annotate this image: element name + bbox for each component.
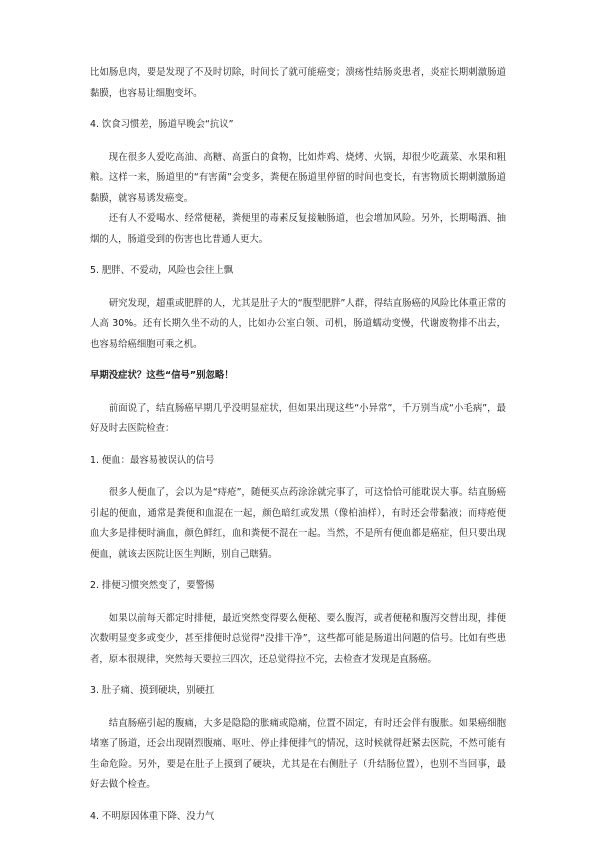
section-title-early-signals: 早期没症状？这些“信号”别忽略！ <box>90 370 234 381</box>
paragraph-abdominal-pain: 结直肠癌引起的腹痛，大多是隐隐的胀痛或隐痛，位置不固定，有时还会伴有腹胀。如果癌细胞堵塞了肠道，还会出现剧烈腹痛、呕吐、停止排便排气的情况，这时候就得赶紧去医院，不然可能有生命危险。另外，要是在肚子上摸到了硬块，尤其是在右侧肚子（升结肠位置），也别不当回事，最好去做个检查。 <box>90 717 506 790</box>
heading-bowel-habits: 2. 排便习惯突然变了，要警惕 <box>90 580 215 591</box>
heading-diet-habits: 4. 饮食习惯差，肠道早晚会“抗议” <box>90 119 234 130</box>
paragraph-diet-food: 现在很多人爱吃高油、高糖、高蛋白的食物，比如炸鸡、烧烤、火锅，却很少吃蔬菜、水果和粗粮。这样一来，肠道里的“有害菌”会变多，粪便在肠道里停留的时间也变长，有害物质长期刺激肠道黏膜，就容易诱发癌变。 <box>90 151 506 204</box>
paragraph-obesity: 研究发现，超重或肥胖的人，尤其是肚子大的“腹型肥胖”人群，得结直肠癌的风险比体重正常的人高 30%。还有长期久坐不动的人，比如办公室白领、司机，肠道蠕动变慢，代谢废物排不出去，也容易给癌细胞可乘之机。 <box>90 297 506 350</box>
heading-abdominal-pain: 3. 肚子痛、摸到硬块，别硬扛 <box>90 685 215 696</box>
document-page <box>90 63 506 827</box>
paragraph-signals-intro: 前面说了，结直肠癌早期几乎没明显症状，但如果出现这些“小异常”，千万别当成“小毛病”，最好及时去医院检查： <box>90 402 506 434</box>
heading-obesity: 5. 肥胖、不爱动，风险也会往上飘 <box>90 265 234 276</box>
paragraph-blood-in-stool: 很多人便血了，会以为是“痔疮”，随便买点药涂涂就完事了，可这恰恰可能耽误大事。结直肠癌引起的便血，通常是粪便和血混在一起，颜色暗红或发黑（像柏油样），有时还会带黏液；而痔疮便血大多是排便时滴血，颜色鲜红，血和粪便不混在一起。当然，不是所有便血都是癌症，但只要出现便血，就该去医院让医生判断，别自己瞎猜。 <box>90 487 506 560</box>
paragraph-bowel-habits: 如果以前每天都定时排便，最近突然变得要么便秘、要么腹泻，或者便秘和腹泻交替出现，排便次数明显变多或变少，甚至排便时总觉得“没排干净”，这些都可能是肠道出问题的信号。比如有些患者，原本很规律，突然每天要拉三四次，还总觉得拉不完，去检查才发现是直肠癌。 <box>90 612 506 665</box>
paragraph-diet-water: 还有人不爱喝水、经常便秘，粪便里的毒素反复接触肠道，也会增加风险。另外，长期喝酒、抽烟的人，肠道受到的伤害也比普通人更大。 <box>90 213 506 245</box>
paragraph-polyp-risk: 比如肠息肉，要是发现了不及时切除，时间长了就可能癌变；溃疡性结肠炎患者，炎症长期刺激肠道黏膜，也容易让细胞变坏。 <box>90 67 506 99</box>
heading-blood-in-stool: 1. 便血：最容易被误认的信号 <box>90 454 215 466</box>
heading-weight-loss: 4. 不明原因体重下降、没力气 <box>90 810 215 822</box>
